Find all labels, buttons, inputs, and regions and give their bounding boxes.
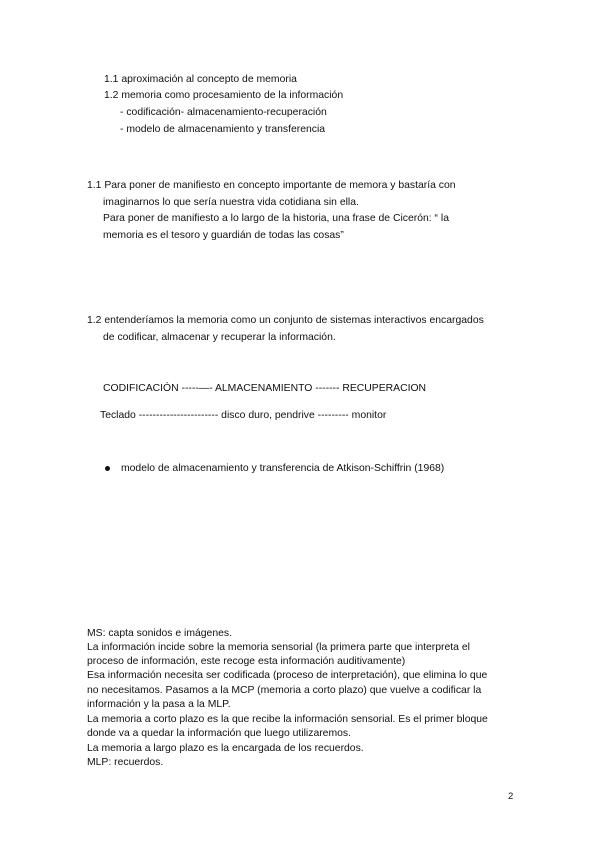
notes-line: proceso de información, este recoge esta información auditivamente): [87, 656, 406, 667]
outline-subitem-modelo: - modelo de almacenamiento y transferencia: [120, 124, 326, 135]
notes-line: La memoria a largo plazo es la encargada de los recuerdos.: [87, 743, 364, 754]
section-1-2-line: 1.2 entenderíamos la memoria como un conjunto de sistemas interactivos encargados: [87, 315, 484, 326]
notes-line: donde va a quedar la información que luego utilizaremos.: [87, 728, 351, 739]
section-1-1-line: memoria es el tesoro y guardián de todas las cosas”: [103, 230, 344, 241]
bullet-item-modelo: modelo de almacenamiento y transferencia de Atkison-Schiffrin (1968): [121, 463, 445, 474]
notes-line: información y la pasa a la MLP.: [87, 699, 231, 710]
section-1-2-line: de codificar, almacenar y recuperar la información.: [103, 332, 336, 343]
flow-example: Teclado ----------------------- disco duro, pendrive --------- monitor: [100, 410, 387, 421]
section-1-1-line: imaginarnos lo que sería nuestra vida cotidiana sin ella.: [103, 197, 359, 208]
notes-line: La información incide sobre la memoria sensorial (la primera parte que interpreta el: [87, 642, 470, 653]
outline-item-1-2: 1.2 memoria como procesamiento de la información: [104, 90, 344, 101]
notes-line: MS: capta sonidos e imágenes.: [87, 628, 232, 639]
notes-line: La memoria a corto plazo es la que recibe la información sensorial. Es el primer bloque: [87, 714, 488, 725]
section-1-1-line: 1.1 Para poner de manifiesto en concepto importante de memora y bastaría con: [87, 180, 456, 191]
flow-stages: CODIFICACIÓN -----—- ALMACENAMIENTO ------- RECUPERACION: [103, 383, 427, 394]
notes-line: Esa información necesita ser codificada (proceso de interpretación), que elimina lo que: [87, 670, 488, 681]
bullet-dot-icon: [105, 466, 110, 471]
section-1-1-line: Para poner de manifiesto a lo largo de la historia, una frase de Cicerón: “ la: [103, 213, 449, 224]
page-number: 2: [508, 791, 514, 802]
notes-line: no necesitamos. Pasamos a la MCP (memoria a corto plazo) que vuelve a codificar la: [87, 685, 482, 696]
outline-item-1-1: 1.1 aproximación al concepto de memoria: [104, 74, 297, 85]
notes-line: MLP: recuerdos.: [87, 757, 164, 768]
outline-subitem-codificacion: - codificación- almacenamiento-recuperación: [120, 107, 327, 118]
